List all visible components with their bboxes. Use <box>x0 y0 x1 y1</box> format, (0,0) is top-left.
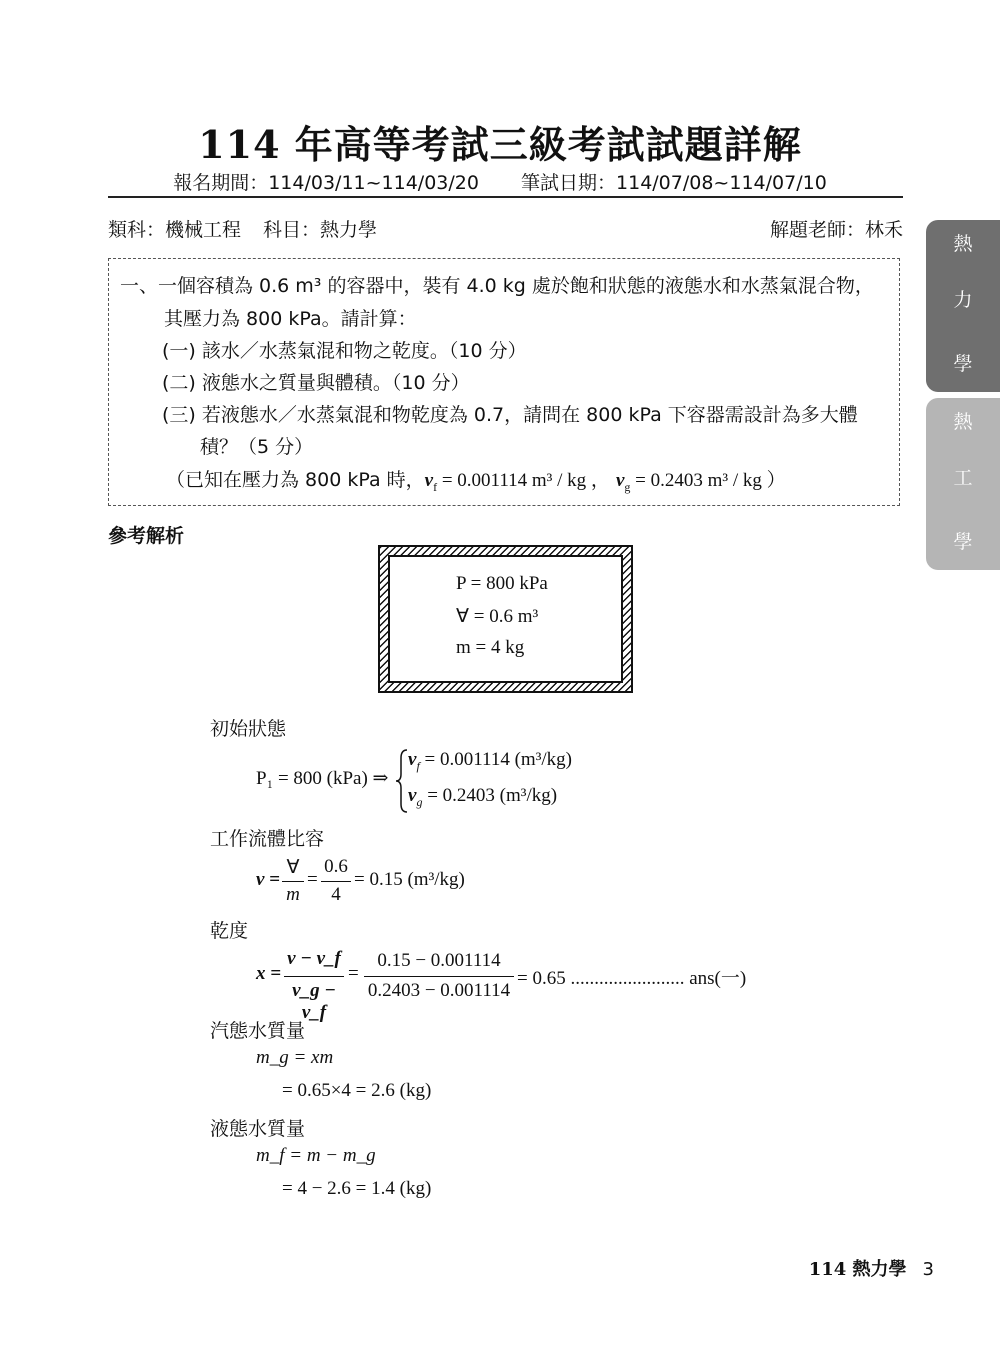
vg-symbol: v <box>615 470 625 491</box>
step2-label: 工作流體比容 <box>210 828 325 850</box>
step3-den2: 0.2403 − 0.001114 <box>367 980 511 1001</box>
step2-num1: ∀ <box>286 857 300 878</box>
step3-num1: v − v_f <box>287 948 341 969</box>
category: 類科：機械工程 <box>108 219 242 241</box>
question-line-1: 一、一個容積為 0.6 m³ 的容器中，裝有 4.0 kg 處於飽和狀態的液態水和水蒸氣混合物， <box>120 275 874 297</box>
page-footer <box>809 1255 934 1281</box>
step5-label: 液態水質量 <box>210 1118 306 1140</box>
question-part-1: (一) 該水／水蒸氣混和物之乾度。（10 分） <box>162 340 527 362</box>
tank-mass: m = 4 kg <box>456 637 525 658</box>
step5-line1: m_f = m − m_g <box>256 1145 376 1166</box>
equals: = <box>307 869 318 890</box>
subject: 科目：熱力學 <box>263 219 378 241</box>
given-data: （已知在壓力為 800 kPa 時，$v_f = 0.001114$ m³ / kg ， $v_g = 0.2403$ m³ / kg ） <box>166 469 786 494</box>
step5-line2: = 4 − 2.6 = 1.4 (kg) <box>282 1178 432 1199</box>
category-line <box>108 215 377 242</box>
step2-lhs: v = <box>256 869 281 890</box>
tab-char: 力 <box>953 289 973 311</box>
tab-char: 學 <box>953 353 973 375</box>
step3-den1: v_g − v_f <box>292 980 336 1023</box>
step3-rhs: = 0.65 ........................ ans(一) <box>517 968 747 989</box>
question-part-3: (三) 若液態水／水蒸氣混和物乾度為 0.7，請問在 800 kPa 下容器需設計為多大體 <box>162 404 858 426</box>
step3-num2: 0.15 − 0.001114 <box>377 950 501 971</box>
exam-dates <box>0 168 1000 195</box>
step4-line2: = 0.65×4 = 2.6 (kg) <box>282 1080 432 1101</box>
equals: = <box>348 963 359 984</box>
tab-char: 熱 <box>953 411 973 433</box>
frac-bar <box>282 881 304 882</box>
given-prefix: （已知在壓力為 800 kPa 時， <box>166 469 425 491</box>
teacher: 解題老師：林禾 <box>769 219 903 241</box>
frac-bar <box>284 976 344 977</box>
step4-label: 汽態水質量 <box>210 1020 306 1042</box>
exam-date: 筆試日期：114/07/08~114/07/10 <box>521 172 827 194</box>
tank-pressure: P = 800 kPa <box>456 573 548 594</box>
tab-thermodynamics[interactable] <box>926 220 1000 392</box>
question-line-2: 其壓力為 800 kPa。請計算： <box>164 308 417 330</box>
step3-label: 乾度 <box>210 920 249 942</box>
vg-value: = 0.2403 m³ / kg ） <box>630 470 786 491</box>
step1-vg: $v_g = 0.2403$ (m³/kg) <box>408 785 558 809</box>
page-title: 114 年高等考試三級考試試題詳解 <box>198 122 802 167</box>
step2-rhs: = 0.15 (m³/kg) <box>354 869 465 890</box>
footer-book: 114 熱力學 <box>808 1259 907 1280</box>
tab-heat-engineering[interactable] <box>926 398 1000 570</box>
step1-vg-value: = 0.2403 (m³/kg) <box>427 785 558 806</box>
step2-num2: 0.6 <box>324 856 348 877</box>
step4-line1: m_g = xm <box>256 1047 334 1068</box>
page-number: 3 <box>922 1259 934 1280</box>
question-part-2: (二) 液態水之質量與體積。（10 分） <box>162 372 470 394</box>
tab-char: 工 <box>953 467 973 489</box>
step3-lhs: x = <box>256 963 282 984</box>
vf-symbol: v <box>424 470 434 491</box>
tab-char: 學 <box>953 531 973 553</box>
step2-den1: m <box>286 884 300 905</box>
question-part-3-cont: 積？（5 分） <box>200 436 314 458</box>
step1-vf-value: = 0.001114 (m³/kg) <box>424 749 572 770</box>
tank-volume: ∀ = 0.6 m³ <box>456 606 539 627</box>
frac-bar <box>364 976 514 977</box>
step2-den2: 4 <box>331 884 341 905</box>
step1-label: 初始狀態 <box>210 718 287 740</box>
tab-char: 熱 <box>953 233 973 255</box>
vf-value: = 0.001114 m³ / kg ， <box>437 470 610 491</box>
solution-heading: 參考解析 <box>108 525 185 547</box>
step1-vf: $v_f = 0.001114$ (m³/kg) <box>408 749 572 773</box>
step1-lhs: P₁ = 800 (kPa) ⇒ <box>256 768 389 789</box>
brace-icon <box>395 748 409 814</box>
registration-period: 報名期間：114/03/11~114/03/20 <box>173 172 479 194</box>
frac-bar <box>321 881 351 882</box>
title-rule <box>108 196 903 198</box>
